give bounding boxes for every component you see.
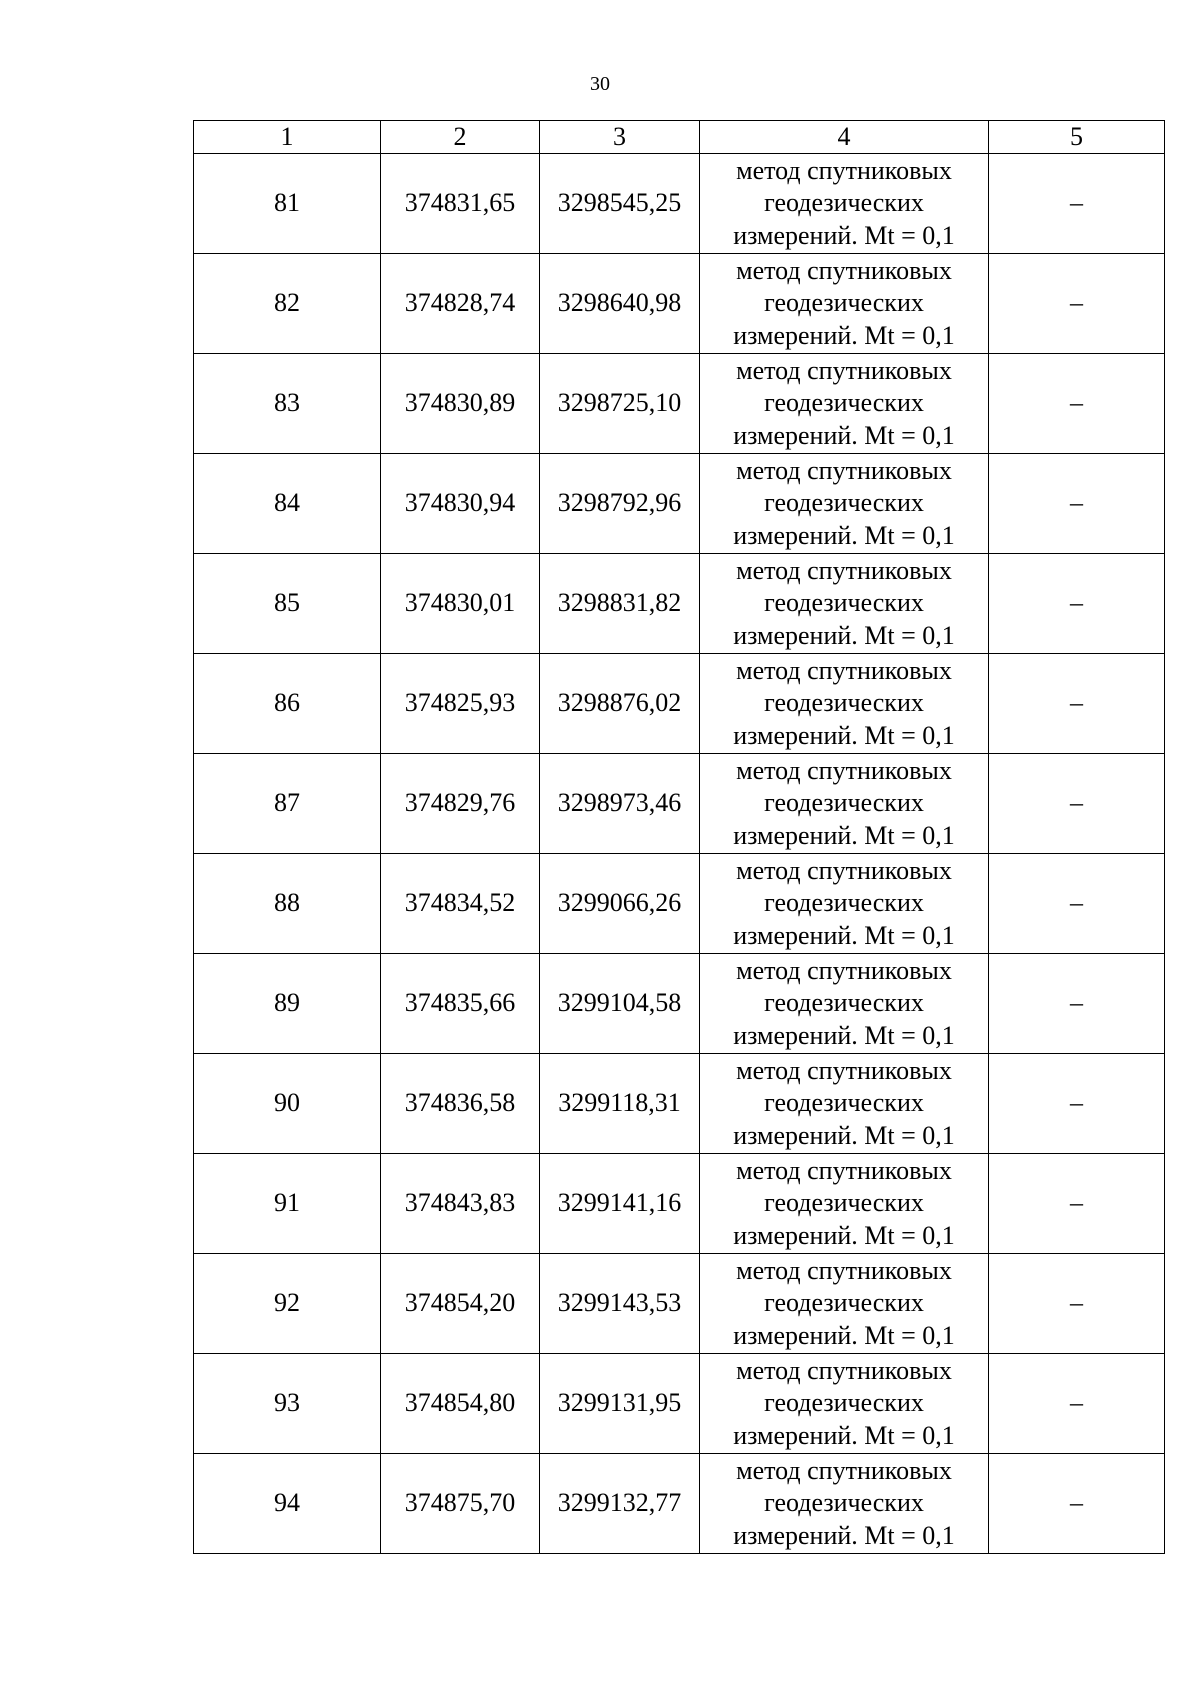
table-row bbox=[194, 1354, 1165, 1454]
coordinate-y-cell: 3299132,77 bbox=[540, 1454, 700, 1554]
method-text-line: геодезических bbox=[764, 588, 924, 618]
point-number-cell: 88 bbox=[194, 854, 381, 954]
table-row bbox=[194, 554, 1165, 654]
method-text-line: измерений. Mt = 0,1 bbox=[733, 1420, 955, 1450]
method-text-line: геодезических bbox=[764, 188, 924, 218]
header-col-1: 1 bbox=[194, 121, 381, 154]
point-number-cell: 83 bbox=[194, 354, 381, 454]
method-text-line: измерений. Mt = 0,1 bbox=[733, 720, 955, 750]
method-text-line: измерений. Mt = 0,1 bbox=[733, 220, 955, 250]
point-number-cell: 82 bbox=[194, 254, 381, 354]
header-col-2: 2 bbox=[381, 121, 540, 154]
note-cell: – bbox=[989, 754, 1165, 854]
coordinate-y-cell: 3299141,16 bbox=[540, 1154, 700, 1254]
point-number-cell: 84 bbox=[194, 454, 381, 554]
header-col-3: 3 bbox=[540, 121, 700, 154]
coordinate-x-cell: 374830,89 bbox=[381, 354, 540, 454]
method-text-line: метод спутниковых bbox=[736, 255, 952, 285]
table-row bbox=[194, 654, 1165, 754]
coordinate-y-cell: 3298545,25 bbox=[540, 154, 700, 254]
coordinate-y-cell: 3299118,31 bbox=[540, 1054, 700, 1154]
coordinate-x-cell: 374835,66 bbox=[381, 954, 540, 1054]
method-text-line: геодезических bbox=[764, 888, 924, 918]
method-cell bbox=[700, 954, 989, 1054]
method-text-line: метод спутниковых bbox=[736, 955, 952, 985]
note-cell: – bbox=[989, 254, 1165, 354]
coordinate-x-cell: 374830,94 bbox=[381, 454, 540, 554]
coordinate-x-cell: 374875,70 bbox=[381, 1454, 540, 1554]
method-text-line: геодезических bbox=[764, 488, 924, 518]
method-text-line: метод спутниковых bbox=[736, 855, 952, 885]
coordinate-y-cell: 3299066,26 bbox=[540, 854, 700, 954]
note-cell: – bbox=[989, 554, 1165, 654]
method-cell bbox=[700, 154, 989, 254]
coordinate-x-cell: 374843,83 bbox=[381, 1154, 540, 1254]
method-text-line: метод спутниковых bbox=[736, 355, 952, 385]
method-text-line: геодезических bbox=[764, 1088, 924, 1118]
point-number-cell: 90 bbox=[194, 1054, 381, 1154]
coordinate-y-cell: 3298725,10 bbox=[540, 354, 700, 454]
method-text-line: метод спутниковых bbox=[736, 155, 952, 185]
note-cell: – bbox=[989, 1054, 1165, 1154]
table-body bbox=[194, 154, 1165, 1554]
method-text-line: метод спутниковых bbox=[736, 655, 952, 685]
note-cell: – bbox=[989, 154, 1165, 254]
table-row bbox=[194, 1254, 1165, 1354]
header-row bbox=[194, 121, 1165, 154]
header-col-5: 5 bbox=[989, 121, 1165, 154]
method-text-line: метод спутниковых bbox=[736, 455, 952, 485]
method-cell bbox=[700, 554, 989, 654]
point-number-cell: 81 bbox=[194, 154, 381, 254]
method-text-line: измерений. Mt = 0,1 bbox=[733, 1020, 955, 1050]
method-text-line: метод спутниковых bbox=[736, 1055, 952, 1085]
note-cell: – bbox=[989, 454, 1165, 554]
header-col-4: 4 bbox=[700, 121, 989, 154]
coordinate-x-cell: 374830,01 bbox=[381, 554, 540, 654]
method-text-line: геодезических bbox=[764, 1488, 924, 1518]
method-text-line: измерений. Mt = 0,1 bbox=[733, 1120, 955, 1150]
coordinate-x-cell: 374828,74 bbox=[381, 254, 540, 354]
method-cell bbox=[700, 354, 989, 454]
note-cell: – bbox=[989, 654, 1165, 754]
point-number-cell: 85 bbox=[194, 554, 381, 654]
note-cell: – bbox=[989, 1354, 1165, 1454]
method-text-line: геодезических bbox=[764, 788, 924, 818]
method-text-line: измерений. Mt = 0,1 bbox=[733, 820, 955, 850]
method-cell bbox=[700, 1454, 989, 1554]
method-text-line: метод спутниковых bbox=[736, 755, 952, 785]
coordinate-y-cell: 3298792,96 bbox=[540, 454, 700, 554]
coordinates-table bbox=[193, 120, 1165, 1554]
method-text-line: метод спутниковых bbox=[736, 1155, 952, 1185]
coordinate-x-cell: 374836,58 bbox=[381, 1054, 540, 1154]
note-cell: – bbox=[989, 1254, 1165, 1354]
table-row bbox=[194, 254, 1165, 354]
point-number-cell: 93 bbox=[194, 1354, 381, 1454]
method-text-line: измерений. Mt = 0,1 bbox=[733, 420, 955, 450]
coordinate-y-cell: 3298640,98 bbox=[540, 254, 700, 354]
method-text-line: геодезических bbox=[764, 1288, 924, 1318]
coordinate-x-cell: 374825,93 bbox=[381, 654, 540, 754]
coordinate-y-cell: 3298876,02 bbox=[540, 654, 700, 754]
method-text-line: метод спутниковых bbox=[736, 1355, 952, 1385]
method-cell bbox=[700, 1054, 989, 1154]
method-text-line: геодезических bbox=[764, 688, 924, 718]
point-number-cell: 86 bbox=[194, 654, 381, 754]
method-cell bbox=[700, 654, 989, 754]
coordinate-y-cell: 3298831,82 bbox=[540, 554, 700, 654]
method-cell bbox=[700, 1354, 989, 1454]
coordinate-x-cell: 374854,20 bbox=[381, 1254, 540, 1354]
coordinate-x-cell: 374831,65 bbox=[381, 154, 540, 254]
note-cell: – bbox=[989, 954, 1165, 1054]
method-text-line: измерений. Mt = 0,1 bbox=[733, 920, 955, 950]
point-number-cell: 94 bbox=[194, 1454, 381, 1554]
method-cell bbox=[700, 1254, 989, 1354]
method-text-line: геодезических bbox=[764, 1388, 924, 1418]
table-row bbox=[194, 354, 1165, 454]
method-text-line: измерений. Mt = 0,1 bbox=[733, 1220, 955, 1250]
note-cell: – bbox=[989, 1154, 1165, 1254]
method-text-line: измерений. Mt = 0,1 bbox=[733, 520, 955, 550]
table-row bbox=[194, 454, 1165, 554]
table-row bbox=[194, 1454, 1165, 1554]
method-text-line: геодезических bbox=[764, 388, 924, 418]
method-cell bbox=[700, 454, 989, 554]
method-text-line: геодезических bbox=[764, 1188, 924, 1218]
coordinate-y-cell: 3298973,46 bbox=[540, 754, 700, 854]
table-row bbox=[194, 1054, 1165, 1154]
method-text-line: измерений. Mt = 0,1 bbox=[733, 1520, 955, 1550]
method-text-line: геодезических bbox=[764, 288, 924, 318]
table-row bbox=[194, 754, 1165, 854]
method-cell bbox=[700, 754, 989, 854]
point-number-cell: 87 bbox=[194, 754, 381, 854]
method-cell bbox=[700, 854, 989, 954]
point-number-cell: 92 bbox=[194, 1254, 381, 1354]
coordinate-x-cell: 374834,52 bbox=[381, 854, 540, 954]
coordinate-y-cell: 3299131,95 bbox=[540, 1354, 700, 1454]
method-text-line: метод спутниковых bbox=[736, 1455, 952, 1485]
method-text-line: метод спутниковых bbox=[736, 555, 952, 585]
method-text-line: измерений. Mt = 0,1 bbox=[733, 320, 955, 350]
method-text-line: метод спутниковых bbox=[736, 1255, 952, 1285]
coordinate-y-cell: 3299104,58 bbox=[540, 954, 700, 1054]
table-row bbox=[194, 154, 1165, 254]
table-row bbox=[194, 854, 1165, 954]
table-header bbox=[194, 121, 1165, 154]
point-number-cell: 89 bbox=[194, 954, 381, 1054]
table-row bbox=[194, 954, 1165, 1054]
coordinate-x-cell: 374829,76 bbox=[381, 754, 540, 854]
coordinate-y-cell: 3299143,53 bbox=[540, 1254, 700, 1354]
method-text-line: измерений. Mt = 0,1 bbox=[733, 1320, 955, 1350]
note-cell: – bbox=[989, 1454, 1165, 1554]
table-row bbox=[194, 1154, 1165, 1254]
method-cell bbox=[700, 1154, 989, 1254]
page-number: 30 bbox=[590, 73, 610, 95]
note-cell: – bbox=[989, 354, 1165, 454]
method-cell bbox=[700, 254, 989, 354]
note-cell: – bbox=[989, 854, 1165, 954]
method-text-line: геодезических bbox=[764, 988, 924, 1018]
point-number-cell: 91 bbox=[194, 1154, 381, 1254]
coordinate-x-cell: 374854,80 bbox=[381, 1354, 540, 1454]
method-text-line: измерений. Mt = 0,1 bbox=[733, 620, 955, 650]
